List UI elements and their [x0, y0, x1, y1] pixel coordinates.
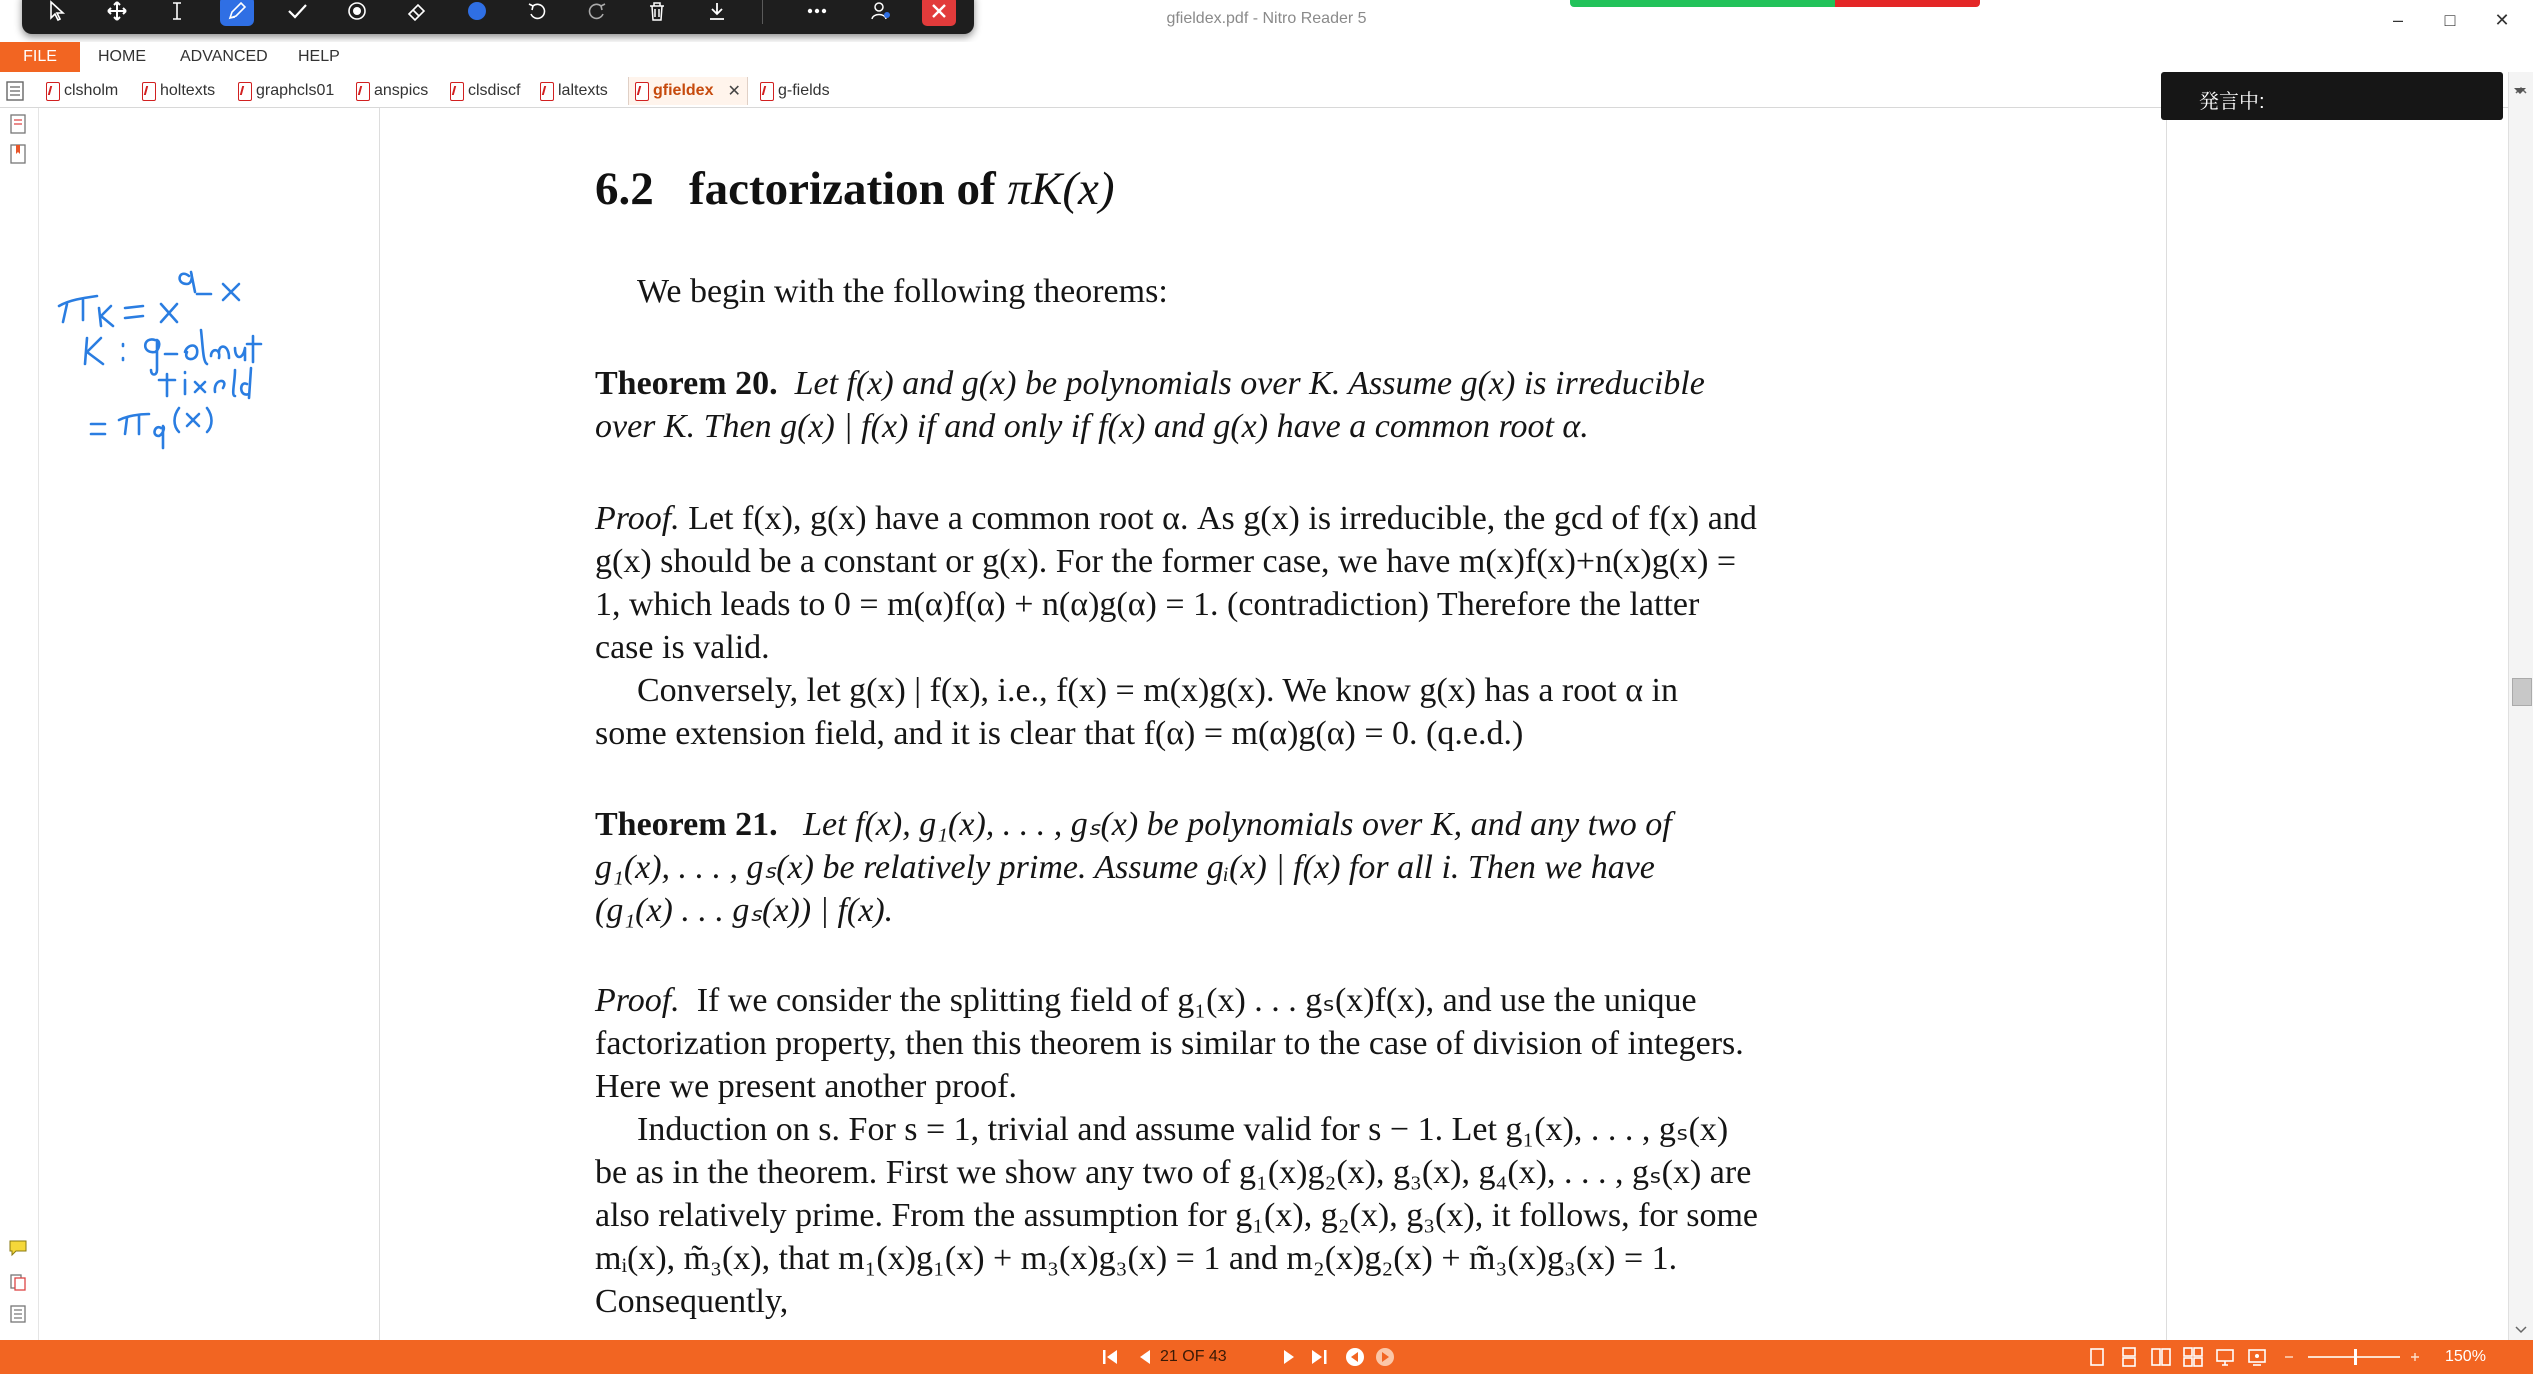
- page-indicator[interactable]: 21 OF 43: [1160, 1348, 1227, 1365]
- menu-help[interactable]: HELP: [298, 48, 340, 65]
- pdf-icon: [356, 82, 370, 101]
- tab-gfieldex[interactable]: [628, 77, 748, 105]
- tab-label: laltexts: [558, 82, 608, 99]
- tab-label: clsholm: [64, 82, 119, 99]
- zoom-in-icon[interactable]: [2404, 1346, 2426, 1368]
- menu-advanced[interactable]: ADVANCED: [180, 48, 268, 65]
- proof-line: mᵢ(x), m̃₃(x), that m₁(x)g₁(x) + m₃(x)g₃(x) = 1 and m₂(x)g₂(x) + m̃₃(x)g₃(x) = 1.: [595, 1240, 1678, 1277]
- toolbar-separator: [762, 0, 763, 24]
- theorem-21-label: Theorem 21.: [595, 806, 778, 843]
- theorem-20-line: over K. Then g(x) | f(x) if and only if f(x) and g(x) have a common root α.: [595, 408, 1589, 445]
- redo-icon[interactable]: [580, 0, 614, 26]
- theorem-20-line: Let f(x) and g(x) be polynomials over K. Assume g(x) is irreducible: [794, 365, 1705, 402]
- tab-label: g-fields: [778, 82, 830, 99]
- pdf-icon: [540, 82, 554, 101]
- tab-list-icon[interactable]: [6, 77, 24, 105]
- menu-home[interactable]: HOME: [98, 48, 146, 65]
- proof-line: Consequently,: [595, 1283, 789, 1320]
- tab-clsholm[interactable]: [46, 77, 118, 105]
- tab-bar: [0, 75, 2533, 108]
- tab-graphcls01[interactable]: [238, 77, 334, 105]
- trash-icon[interactable]: [640, 0, 674, 26]
- undo-icon[interactable]: [520, 0, 554, 26]
- proof-line: also relatively prime. From the assumption for g₁(x), g₂(x), g₃(x), it follows, for some: [595, 1197, 1759, 1234]
- select-arrow-icon[interactable]: [40, 0, 74, 26]
- theorem-21-line: Let f(x), g₁(x), . . . , gₛ(x) be polynomials over K, and any two of: [803, 806, 1672, 843]
- proof-label: Proof.: [595, 982, 680, 1019]
- speech-status-box: [2161, 72, 2503, 120]
- theorem-21-line: g₁(x), . . . , gₛ(x) be relatively prime. Assume gᵢ(x) | f(x) for all i. Then we have: [595, 849, 1655, 886]
- previous-page-icon[interactable]: [1134, 1346, 1156, 1368]
- proof-1: [595, 497, 1940, 755]
- proof-label: Proof.: [595, 500, 680, 537]
- layers-panel-icon[interactable]: [8, 1304, 28, 1324]
- zoom-out-icon[interactable]: [2278, 1346, 2300, 1368]
- proof-2: [595, 979, 1940, 1323]
- comments-panel-icon[interactable]: [8, 1238, 28, 1258]
- scroll-down-icon[interactable]: [2514, 1322, 2528, 1340]
- tab-label: clsdiscf: [468, 82, 521, 99]
- theorem-20-label: Theorem 20.: [595, 365, 778, 402]
- section-math: πK(x): [1007, 163, 1115, 215]
- annotation-margin: [39, 108, 380, 1340]
- next-page-icon[interactable]: [1278, 1346, 1300, 1368]
- section-heading: [595, 162, 1115, 216]
- tab-holtexts[interactable]: [142, 77, 215, 105]
- tab-clsdiscf[interactable]: [450, 77, 520, 105]
- close-window-button[interactable]: ✕: [2494, 10, 2510, 30]
- menu-bar: [0, 42, 2533, 72]
- theorem-21-line: (g₁(x) . . . gₛ(x)) | f(x).: [595, 892, 894, 929]
- progress-green: [1570, 0, 1835, 7]
- progress-red: [1835, 0, 1980, 7]
- pdf-icon: [760, 82, 774, 101]
- scrollbar-thumb[interactable]: [2512, 678, 2532, 706]
- pdf-icon: [450, 82, 464, 101]
- zoom-level[interactable]: 150%: [2445, 1348, 2486, 1365]
- save-icon[interactable]: [700, 0, 734, 26]
- pages-panel-icon[interactable]: [8, 114, 28, 134]
- vertical-scrollbar[interactable]: [2508, 72, 2533, 1340]
- continuous-view-icon[interactable]: [2118, 1346, 2140, 1368]
- intro-text: We begin with the following theorems:: [637, 273, 1168, 310]
- more-icon[interactable]: [800, 0, 834, 26]
- menu-file[interactable]: FILE: [0, 42, 80, 72]
- pdf-icon: [635, 82, 649, 101]
- attachments-panel-icon[interactable]: [8, 1272, 28, 1292]
- facing-view-icon[interactable]: [2150, 1346, 2172, 1368]
- record-icon[interactable]: [340, 0, 374, 26]
- proof-line: case is valid.: [595, 629, 770, 666]
- eraser-icon[interactable]: [400, 0, 434, 26]
- first-page-icon[interactable]: [1100, 1346, 1122, 1368]
- facing-continuous-view-icon[interactable]: [2182, 1346, 2204, 1368]
- pen-toolbar: [22, 0, 974, 34]
- tab-label: holtexts: [160, 82, 216, 99]
- proof-line: 1, which leads to 0 = m(α)f(α) + n(α)g(α) = 1. (contradiction) Therefore the latter: [595, 586, 1700, 623]
- handwritten-notes: [39, 108, 379, 508]
- panel-dropdown-icon[interactable]: [2511, 84, 2529, 102]
- pdf-icon: [46, 82, 60, 101]
- move-icon[interactable]: [100, 0, 134, 26]
- section-number: 6.2: [595, 163, 654, 215]
- proof-line: Here we present another proof.: [595, 1068, 1017, 1105]
- check-icon[interactable]: [280, 0, 314, 26]
- intro-paragraph: [595, 270, 1940, 313]
- pen-icon[interactable]: [220, 0, 254, 26]
- tab-close-icon[interactable]: ✕: [727, 83, 741, 100]
- status-bar: [0, 1340, 2533, 1374]
- theorem-20: [595, 362, 1940, 448]
- proof-line: g(x) should be a constant or g(x). For the former case, we have m(x)f(x)+n(x)g(x) =: [595, 543, 1737, 580]
- present-view-icon[interactable]: [2214, 1346, 2236, 1368]
- settings-icon[interactable]: [864, 0, 898, 26]
- minimize-button[interactable]: –: [2392, 10, 2403, 30]
- right-gutter: [2166, 108, 2509, 1340]
- forward-view-icon[interactable]: [1374, 1346, 1396, 1368]
- maximize-button[interactable]: □: [2444, 10, 2456, 30]
- bookmarks-panel-icon[interactable]: [8, 144, 28, 164]
- back-view-icon[interactable]: [1344, 1346, 1366, 1368]
- theorem-21: [595, 803, 1940, 932]
- proof-line: Induction on s. For s = 1, trivial and assume valid for s − 1. Let g₁(x), . . . , gₛ(x): [637, 1111, 1729, 1148]
- tab-g-fields[interactable]: [760, 77, 830, 105]
- fullscreen-view-icon[interactable]: [2246, 1346, 2268, 1368]
- proof-line: If we consider the splitting field of g₁(x) . . . gₛ(x)f(x), and use the unique: [696, 982, 1697, 1019]
- proof-line: some extension field, and it is clear that f(α) = m(α)g(α) = 0. (q.e.d.): [595, 715, 1524, 752]
- proof-line: Conversely, let g(x) | f(x), i.e., f(x) = m(x)g(x). We know g(x) has a root α in: [637, 672, 1678, 709]
- pdf-icon: [142, 82, 156, 101]
- color-dot-icon[interactable]: [460, 0, 494, 26]
- speech-status-text: 発言中:: [2199, 91, 2265, 113]
- proof-line: factorization property, then this theorem is similar to the case of division of integers.: [595, 1025, 1744, 1062]
- tab-label: gfieldex: [653, 82, 714, 99]
- tab-label: graphcls01: [256, 82, 335, 99]
- proof-line: Let f(x), g(x) have a common root α. As g(x) is irreducible, the gcd of f(x) and: [688, 500, 1757, 537]
- close-icon[interactable]: [922, 0, 956, 26]
- text-cursor-icon[interactable]: [160, 0, 194, 26]
- tab-label: anspics: [374, 82, 429, 99]
- zoom-slider-handle[interactable]: [2354, 1349, 2357, 1365]
- last-page-icon[interactable]: [1308, 1346, 1330, 1368]
- pdf-icon: [238, 82, 252, 101]
- single-page-view-icon[interactable]: [2086, 1346, 2108, 1368]
- tab-anspics[interactable]: [356, 77, 428, 105]
- proof-line: be as in the theorem. First we show any two of g₁(x)g₂(x), g₃(x), g₄(x), . . . , gₛ(x) are: [595, 1154, 1752, 1191]
- tab-laltexts[interactable]: [540, 77, 608, 105]
- left-rail: [0, 108, 39, 1340]
- window-title: gfieldex.pdf - Nitro Reader 5: [1166, 10, 1367, 27]
- section-title: factorization of: [689, 163, 996, 215]
